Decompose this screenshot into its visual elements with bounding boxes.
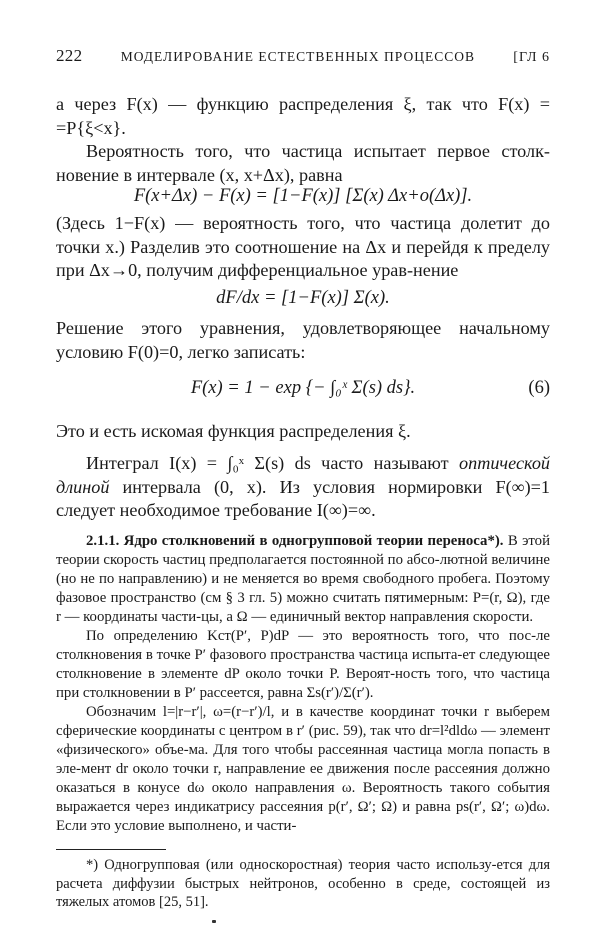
paragraph-3 bbox=[56, 212, 550, 283]
equation-1 bbox=[56, 186, 550, 207]
running-header bbox=[56, 46, 550, 66]
paragraph-5-text: Это и есть искомая функция распределения ξ. bbox=[56, 421, 411, 441]
footnote-rule bbox=[56, 849, 166, 850]
paragraph-4-text: Решение этого уравнения, удовлетворяющее начальному условию F(0)=0, легко записать: bbox=[56, 318, 550, 362]
paragraph-4 bbox=[56, 317, 550, 364]
equation-3-number: (6) bbox=[528, 378, 550, 398]
small-paragraph-1 bbox=[56, 532, 550, 627]
subsection-heading: 2.1.1. Ядро столкновений в одногрупповой теории переноса*). bbox=[86, 533, 504, 549]
equation-1-text: F(x+Δx) − F(x) = [1−F(x)] [Σ(x) Δx+o(Δx)]. bbox=[133, 186, 473, 206]
paragraph-2-text: Вероятность того, что частица испытает первое столк-новение в интервале (x, x+Δx), равна bbox=[56, 141, 550, 185]
paragraph-2 bbox=[56, 140, 550, 187]
optical-length-term: оптической длиной bbox=[56, 453, 551, 497]
section-2-1-1 bbox=[56, 532, 550, 836]
page-number: 222 bbox=[56, 46, 83, 65]
small-paragraph-1-body: В этой теории скорость частиц предполагается постоянной по абсо-лютной величине (но не по направлению) и не меняется во время свободного пробега. Поэтому фазовое пространство (см § 3 гл. 5) можно считать пятимерным: P=(r, Ω), где r — координаты части-цы, а Ω — единичный вектор направления скорости. bbox=[56, 533, 551, 625]
paragraph-3-text: (Здесь 1−F(x) — вероятность того, что частица долетит до точки x.) Разделив это соотношение на Δx и перейдя к пределу при Δx→0, получим дифференциальное урав-нение bbox=[56, 213, 550, 280]
paragraph-1 bbox=[56, 93, 550, 140]
paragraph-1-text: а через F(x) — функцию распределения ξ, так что F(x) = =P{ξ<x}. bbox=[56, 94, 550, 138]
paragraph-6-start: Интеграл I(x) = ∫₀ˣ Σ(s) ds часто называют bbox=[86, 453, 449, 473]
paragraph-6 bbox=[56, 452, 550, 523]
footnote-text: *) Одногрупповая (или односкоростная) теория часто использу-ется для расчета диффузии быстрых нейтронов, особенно в среде, состоящей из тяжелых атомов [25, 51]. bbox=[56, 857, 550, 910]
paragraph-6-text bbox=[56, 452, 550, 523]
paragraph-5 bbox=[56, 420, 550, 444]
running-title: МОДЕЛИРОВАНИЕ ЕСТЕСТВЕННЫХ ПРОЦЕССОВ bbox=[120, 49, 475, 64]
chapter-marker: [ГЛ 6 bbox=[513, 50, 550, 65]
equation-2 bbox=[56, 288, 550, 309]
equation-2-text: dF/dx = [1−F(x)] Σ(x). bbox=[216, 288, 390, 308]
small-paragraph-2: По определению Kст(P′, P)dP — это вероятность того, что пос-ле столкновения в точке P′ фазового пространства частица испыта-ет следующее столкновение в элементе dP около точки P. Вероят-ность того, что частица при столкновении в P′ рассеется, равна Σs(r′)/Σ(r′). bbox=[56, 628, 550, 701]
small-paragraph-3: Обозначим l=|r−r′|, ω=(r−r′)/l, и в качестве координат точки r выберем сферические координаты с центром в r′ (рис. 59), так что dr=l²dldω — элемент «физического» объе-ма. Для того чтобы рассеянная частица могла попасть в эле-мент dr около точки r, направление ее движения после рассеяния должно оказаться в конусе dω около направления ω. Вероятность такого события выражается через индикатрису рассеяния p(r′, Ω′; Ω) и равна ps(r′, Ω′; ω)dω. Если это условие выполнено, и части- bbox=[56, 704, 550, 834]
paragraph-6-end: интервала (0, x). Из условия нормировки F(∞)=1 следует необходимое требование I(∞)=∞. bbox=[56, 476, 550, 520]
print-speck bbox=[212, 920, 216, 923]
equation-3 bbox=[56, 378, 550, 399]
footnote bbox=[56, 856, 550, 912]
equation-3-text: F(x) = 1 − exp {− ∫₀ˣ Σ(s) ds}. bbox=[190, 378, 416, 398]
